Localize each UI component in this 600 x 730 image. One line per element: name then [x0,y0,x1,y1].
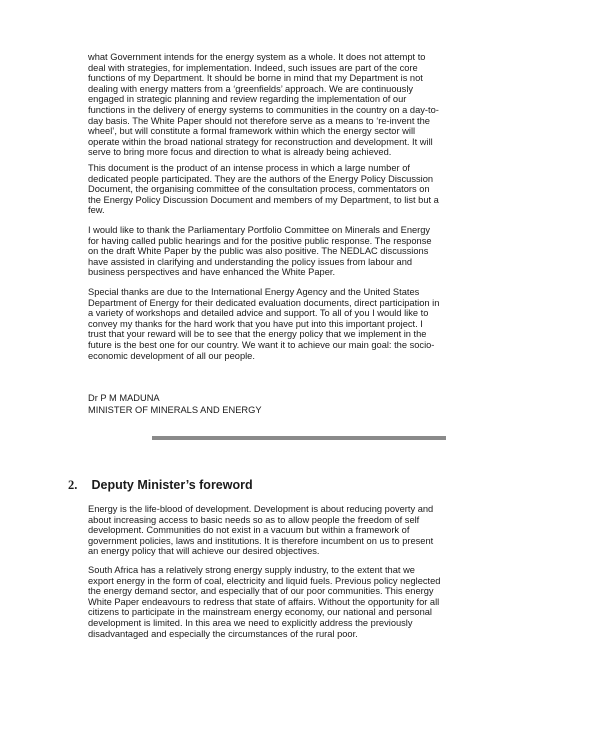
text-line: for having called public hearings and for the positive public response. The response [88,235,432,246]
text-line: wheel’, but will constitute a formal framework within which the energy sector will [88,126,416,137]
section-divider [152,436,446,440]
text-line: have assisted in clarifying and understanding the policy issues from labour and [88,256,413,267]
text-line: dedicated people participated. They are the authors of the Energy Policy Discussion [88,173,434,184]
paragraph [88,287,513,361]
text-line: few. [88,205,105,216]
text-line: functions in the delivery of energy systems to communities in the country on a day-to- [88,104,439,115]
signatory-name: Dr P M MADUNA [88,393,160,403]
section-title: Deputy Minister’s foreword [91,478,253,492]
text-line: future is the best one for our country. We want it to achieve our main goal: the socio- [88,339,435,350]
paragraph [88,225,513,278]
paragraph [88,565,513,639]
text-line: South Africa has a relatively strong energy supply industry, to the extent that we [88,565,415,575]
text-line: the Energy Policy Discussion Document and members of my Department, to list but a [88,194,439,205]
text-line: a variety of workshops and detailed advice and support. To all of you I would like to [88,308,429,319]
paragraph [88,504,513,557]
text-line: serve to bring more focus and direction to what is already being achieved. [88,147,392,158]
text-line: White Paper endeavours to redress that state of affairs. Without the opportunity for all [88,596,440,607]
text-line: citizens to participate in the mainstream energy economy, our national and personal [88,607,433,618]
signature-block [88,392,262,416]
text-line: I would like to thank the Parliamentary Portfolio Committee on Minerals and Energy [88,225,431,235]
text-line: operate within the broad national strategy for reconstruction and development. It will [88,136,433,147]
text-line: Document, the organising committee of the consultation process, commentators on [88,184,430,195]
text-line: business perspectives and have enhanced the White Paper. [88,267,336,278]
text-line: economic development of all our people. [88,350,255,361]
text-line: government policies, laws and institutions. It is therefore incumbent on us to present [88,535,434,546]
text-line: what Government intends for the energy system as a whole. It does not attempt to [88,52,426,62]
text-line: disadvantaged and especially the circumstances of the rural poor. [88,628,358,639]
text-line: development. Communities do not exist in a vacuum but within a framework of [88,525,410,536]
text-line: the energy demand sector, and especially that of our poor communities. This energy [88,586,434,597]
text-line: development is limited. In this area we need to explicitly address the previously [88,617,413,628]
paragraph [88,52,513,158]
text-line: engaged in strategic planning and review regarding the implementation of our [88,94,407,105]
section-heading [68,478,253,493]
text-line: Energy is the life-blood of development. Development is about reducing poverty and [88,504,434,514]
text-line: Special thanks are due to the International Energy Agency and the United States [88,287,420,297]
text-line: This document is the product of an intense process in which a large number of [88,163,410,173]
text-line: about increasing access to basic needs so as to allow people the freedom of self [88,514,420,525]
paragraph [88,163,513,216]
text-line: export energy in the form of coal, electricity and liquid fuels. Previous policy neglected [88,575,441,586]
section-number: 2. [68,478,78,492]
text-line: an energy policy that will achieve our desired objectives. [88,546,320,557]
text-line: on the draft White Paper by the public was also positive. The NEDLAC discussions [88,246,429,257]
text-line: Department of Energy for their dedicated evaluation documents, direct participation in [88,297,440,308]
signatory-title: MINISTER OF MINERALS AND ENERGY [88,405,262,415]
text-line: dealing with energy matters from a ‘greenfields’ approach. We are continuously [88,83,414,94]
text-line: convey my thanks for the hard work that you have put into this important project. I [88,318,423,329]
text-line: deal with strategies, for implementation. Indeed, such issues are part of the core [88,62,418,73]
text-line: day basis. The White Paper should not therefore serve as a means to ‘re-invent the [88,115,430,126]
text-line: functions of my Department. It should be borne in mind that my Department is not [88,73,423,84]
text-line: trust that your reward will be to see that the energy policy that we implement in the [88,329,427,340]
